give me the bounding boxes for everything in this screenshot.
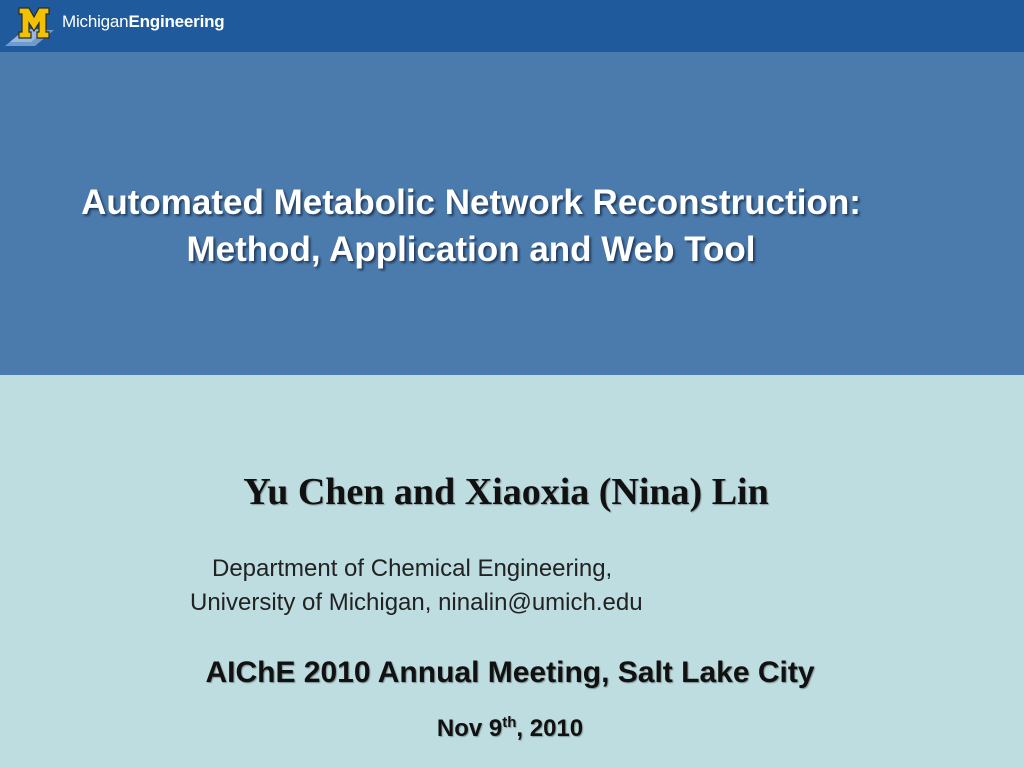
authors: Yu Chen and Xiaoxia (Nina) Lin [243,471,769,513]
header-bar [0,0,1024,52]
date-suffix: , 2010 [516,715,584,742]
meeting-name: AIChE 2010 Annual Meeting, Salt Lake City [205,656,815,689]
presentation-date [0,714,1020,743]
brand-logo-text [62,12,224,32]
title-line-2: Method, Application and Web Tool [186,230,756,269]
block-m-icon [2,2,60,48]
title-line-1: Automated Metabolic Network Reconstruction: [81,183,861,222]
date-superscript: th [502,714,517,731]
date-prefix: Nov 9 [436,715,503,742]
brand-part2: Engineering [128,12,225,31]
affiliation-line-2: University of Michigan, ninalin@umich.edu [190,589,643,616]
brand-part1: Michigan [62,12,129,31]
slide-title [0,179,942,273]
affiliation-line-1: Department of Chemical Engineering, [212,555,613,582]
